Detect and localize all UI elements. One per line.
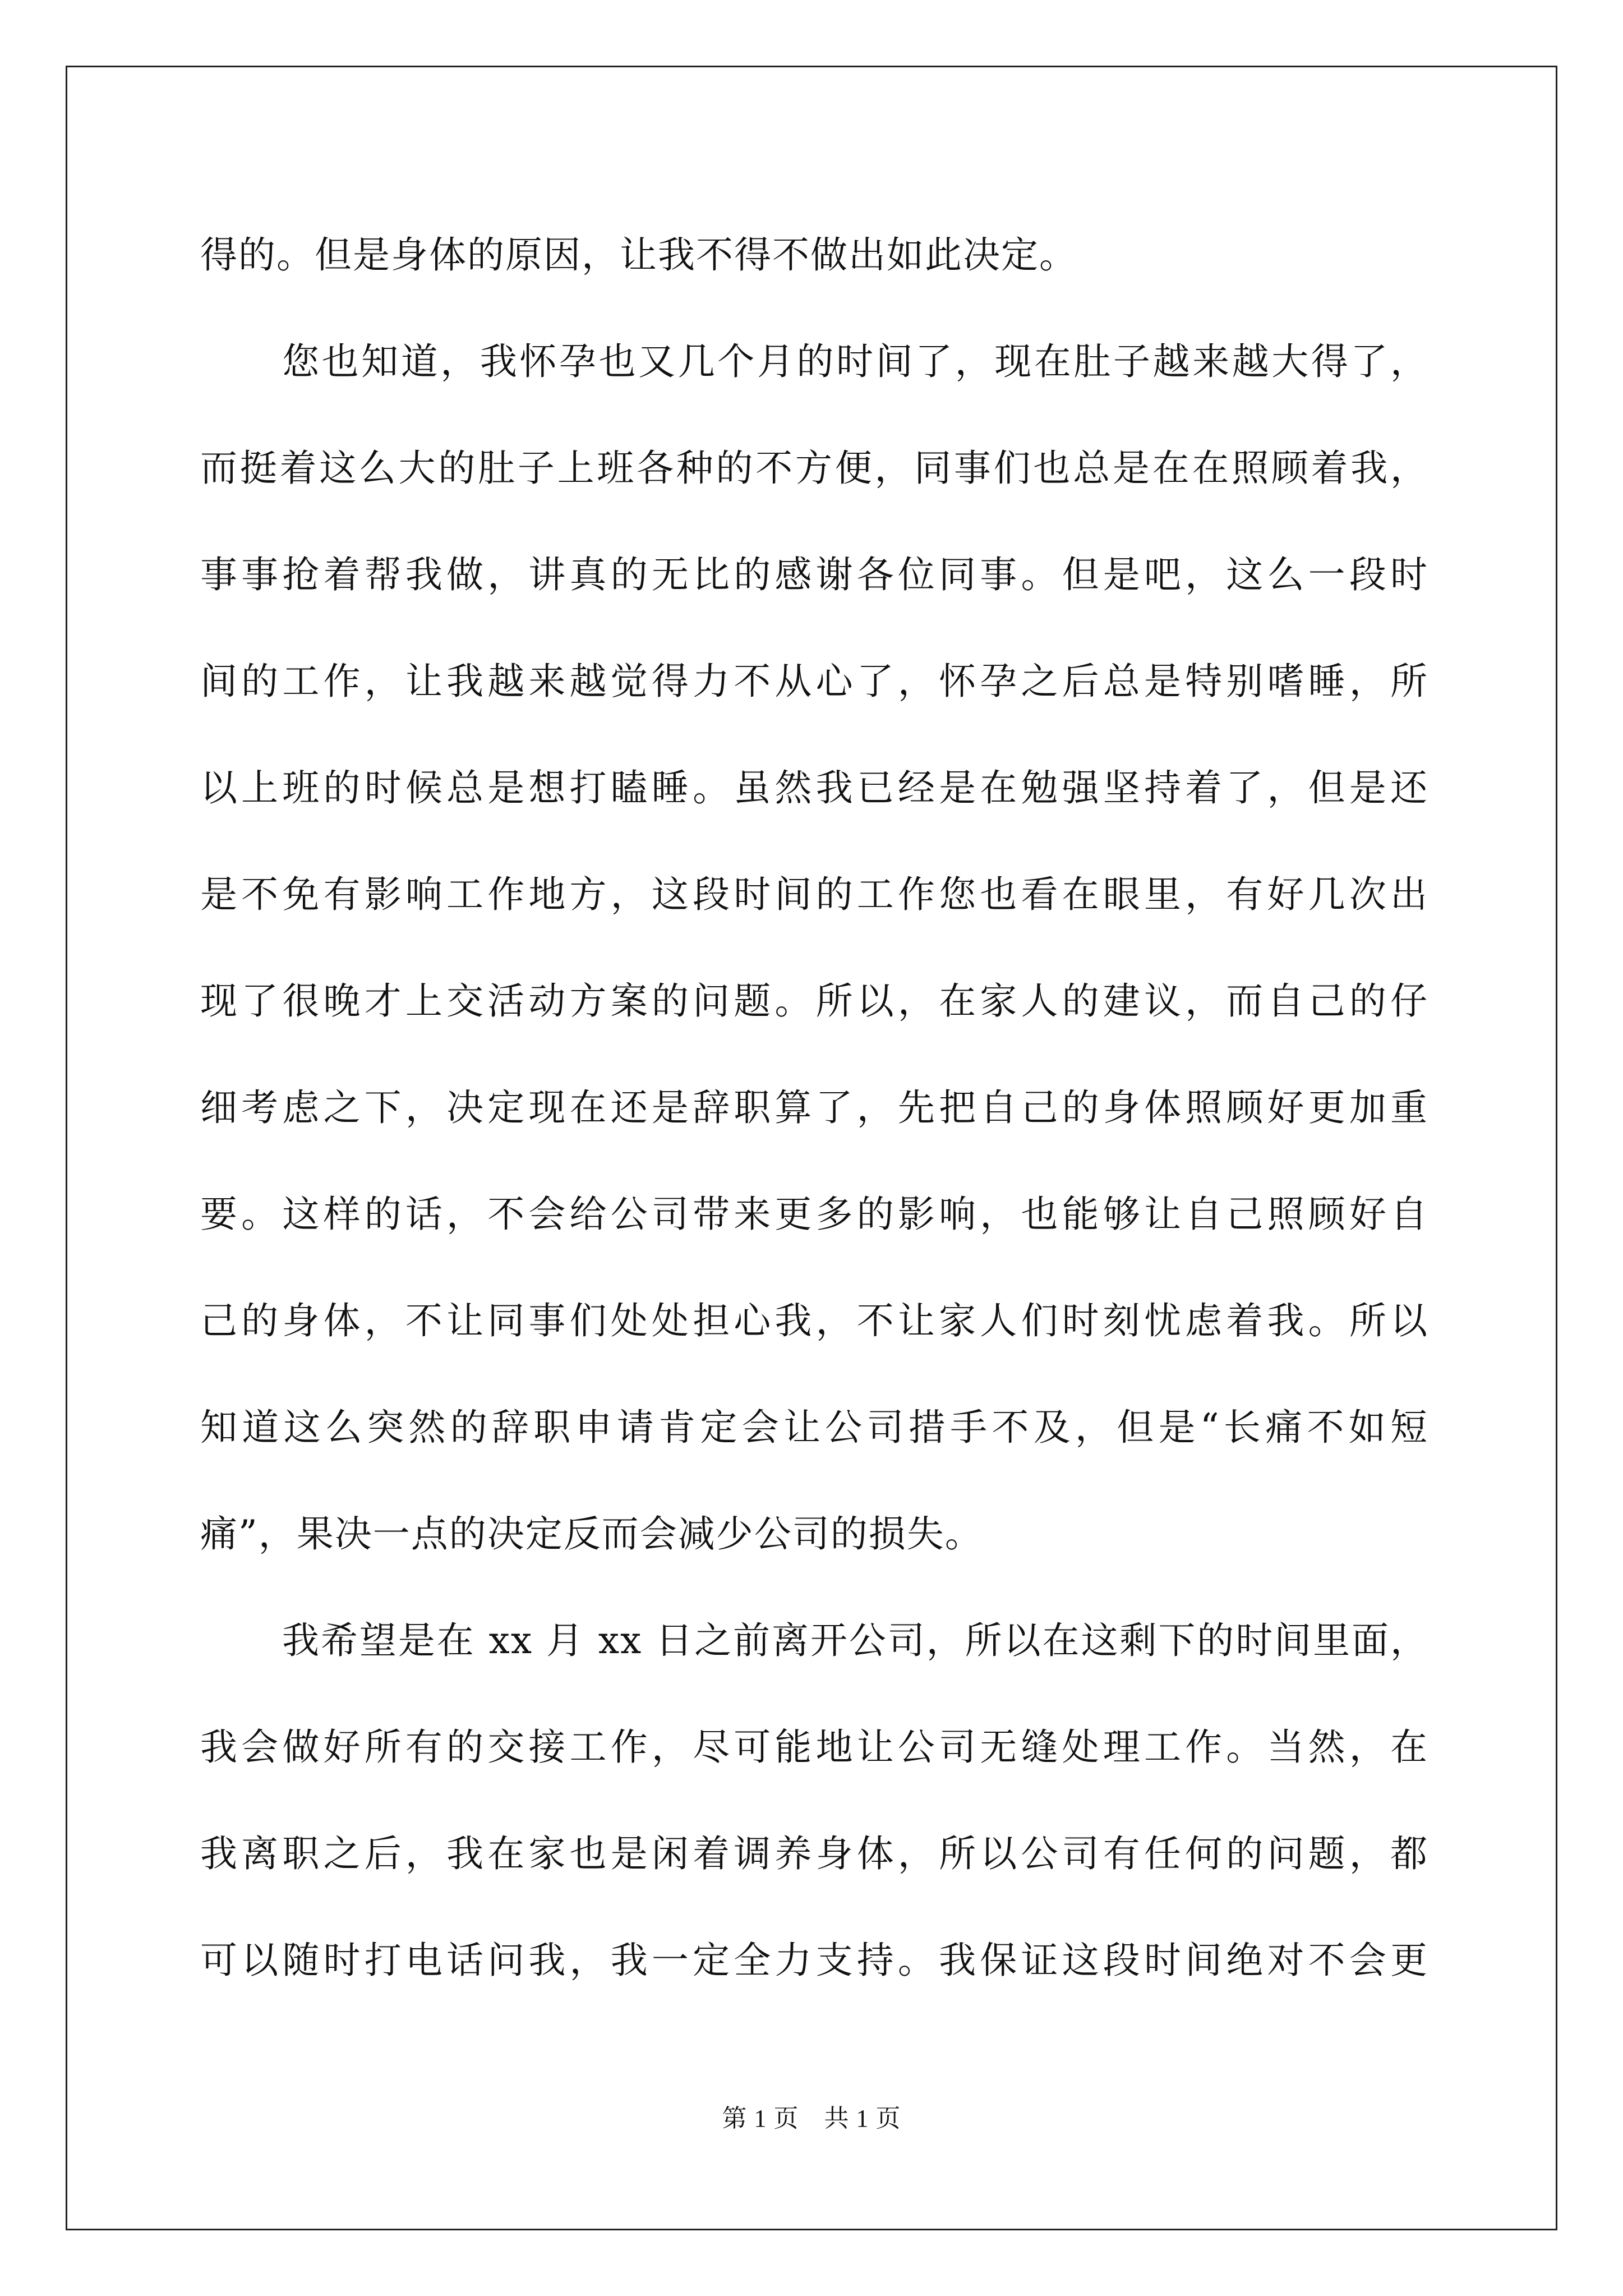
text-line: 知道这么突然的辞职申请肯定会让公司措手不及，但是“长痛不如短 (200, 1406, 1428, 1449)
text-line: 是不免有影响工作地方，这段时间的工作您也看在眼里，有好几次出 (200, 873, 1428, 916)
text-line: 间的工作，让我越来越觉得力不从心了，怀孕之后总是特别嗜睡，所 (200, 660, 1428, 703)
document-body (200, 202, 1428, 2014)
text-line: 我会做好所有的交接工作，尽可能地让公司无缝处理工作。当然，在 (200, 1726, 1428, 1769)
text-line: 事事抢着帮我做，讲真的无比的感谢各位同事。但是吧，这么一段时 (200, 553, 1428, 596)
text-line: 以上班的时候总是想打瞌睡。虽然我已经是在勉强坚持着了，但是还 (200, 766, 1428, 809)
text-line: 我希望是在 xx 月 xx 日之前离开公司，所以在这剩下的时间里面， (282, 1619, 1428, 1662)
text-line: 而挺着这么大的肚子上班各种的不方便，同事们也总是在在照顾着我， (200, 447, 1428, 490)
text-line: 我离职之后，我在家也是闲着调养身体，所以公司有任何的问题，都 (200, 1832, 1428, 1875)
text-line: 现了很晚才上交活动方案的问题。所以，在家人的建议，而自己的仔 (200, 979, 1428, 1023)
page-number-footer: 第 1 页 共 1 页 (722, 2105, 901, 2132)
text-line: 要。这样的话，不会给公司带来更多的影响，也能够让自己照顾好自 (200, 1193, 1428, 1236)
text-line: 您也知道，我怀孕也又几个月的时间了，现在肚子越来越大得了， (282, 340, 1428, 383)
text-line: 痛”，果决一点的决定反而会减少公司的损失。 (200, 1512, 983, 1556)
text-line: 得的。但是身体的原因，让我不得不做出如此决定。 (200, 233, 1077, 277)
text-line: 己的身体，不让同事们处处担心我，不让家人们时刻忧虑着我。所以 (200, 1299, 1428, 1342)
text-line: 细考虑之下，决定现在还是辞职算了，先把自己的身体照顾好更加重 (200, 1086, 1428, 1129)
text-line: 可以随时打电话问我，我一定全力支持。我保证这段时间绝对不会更 (200, 1939, 1428, 1982)
